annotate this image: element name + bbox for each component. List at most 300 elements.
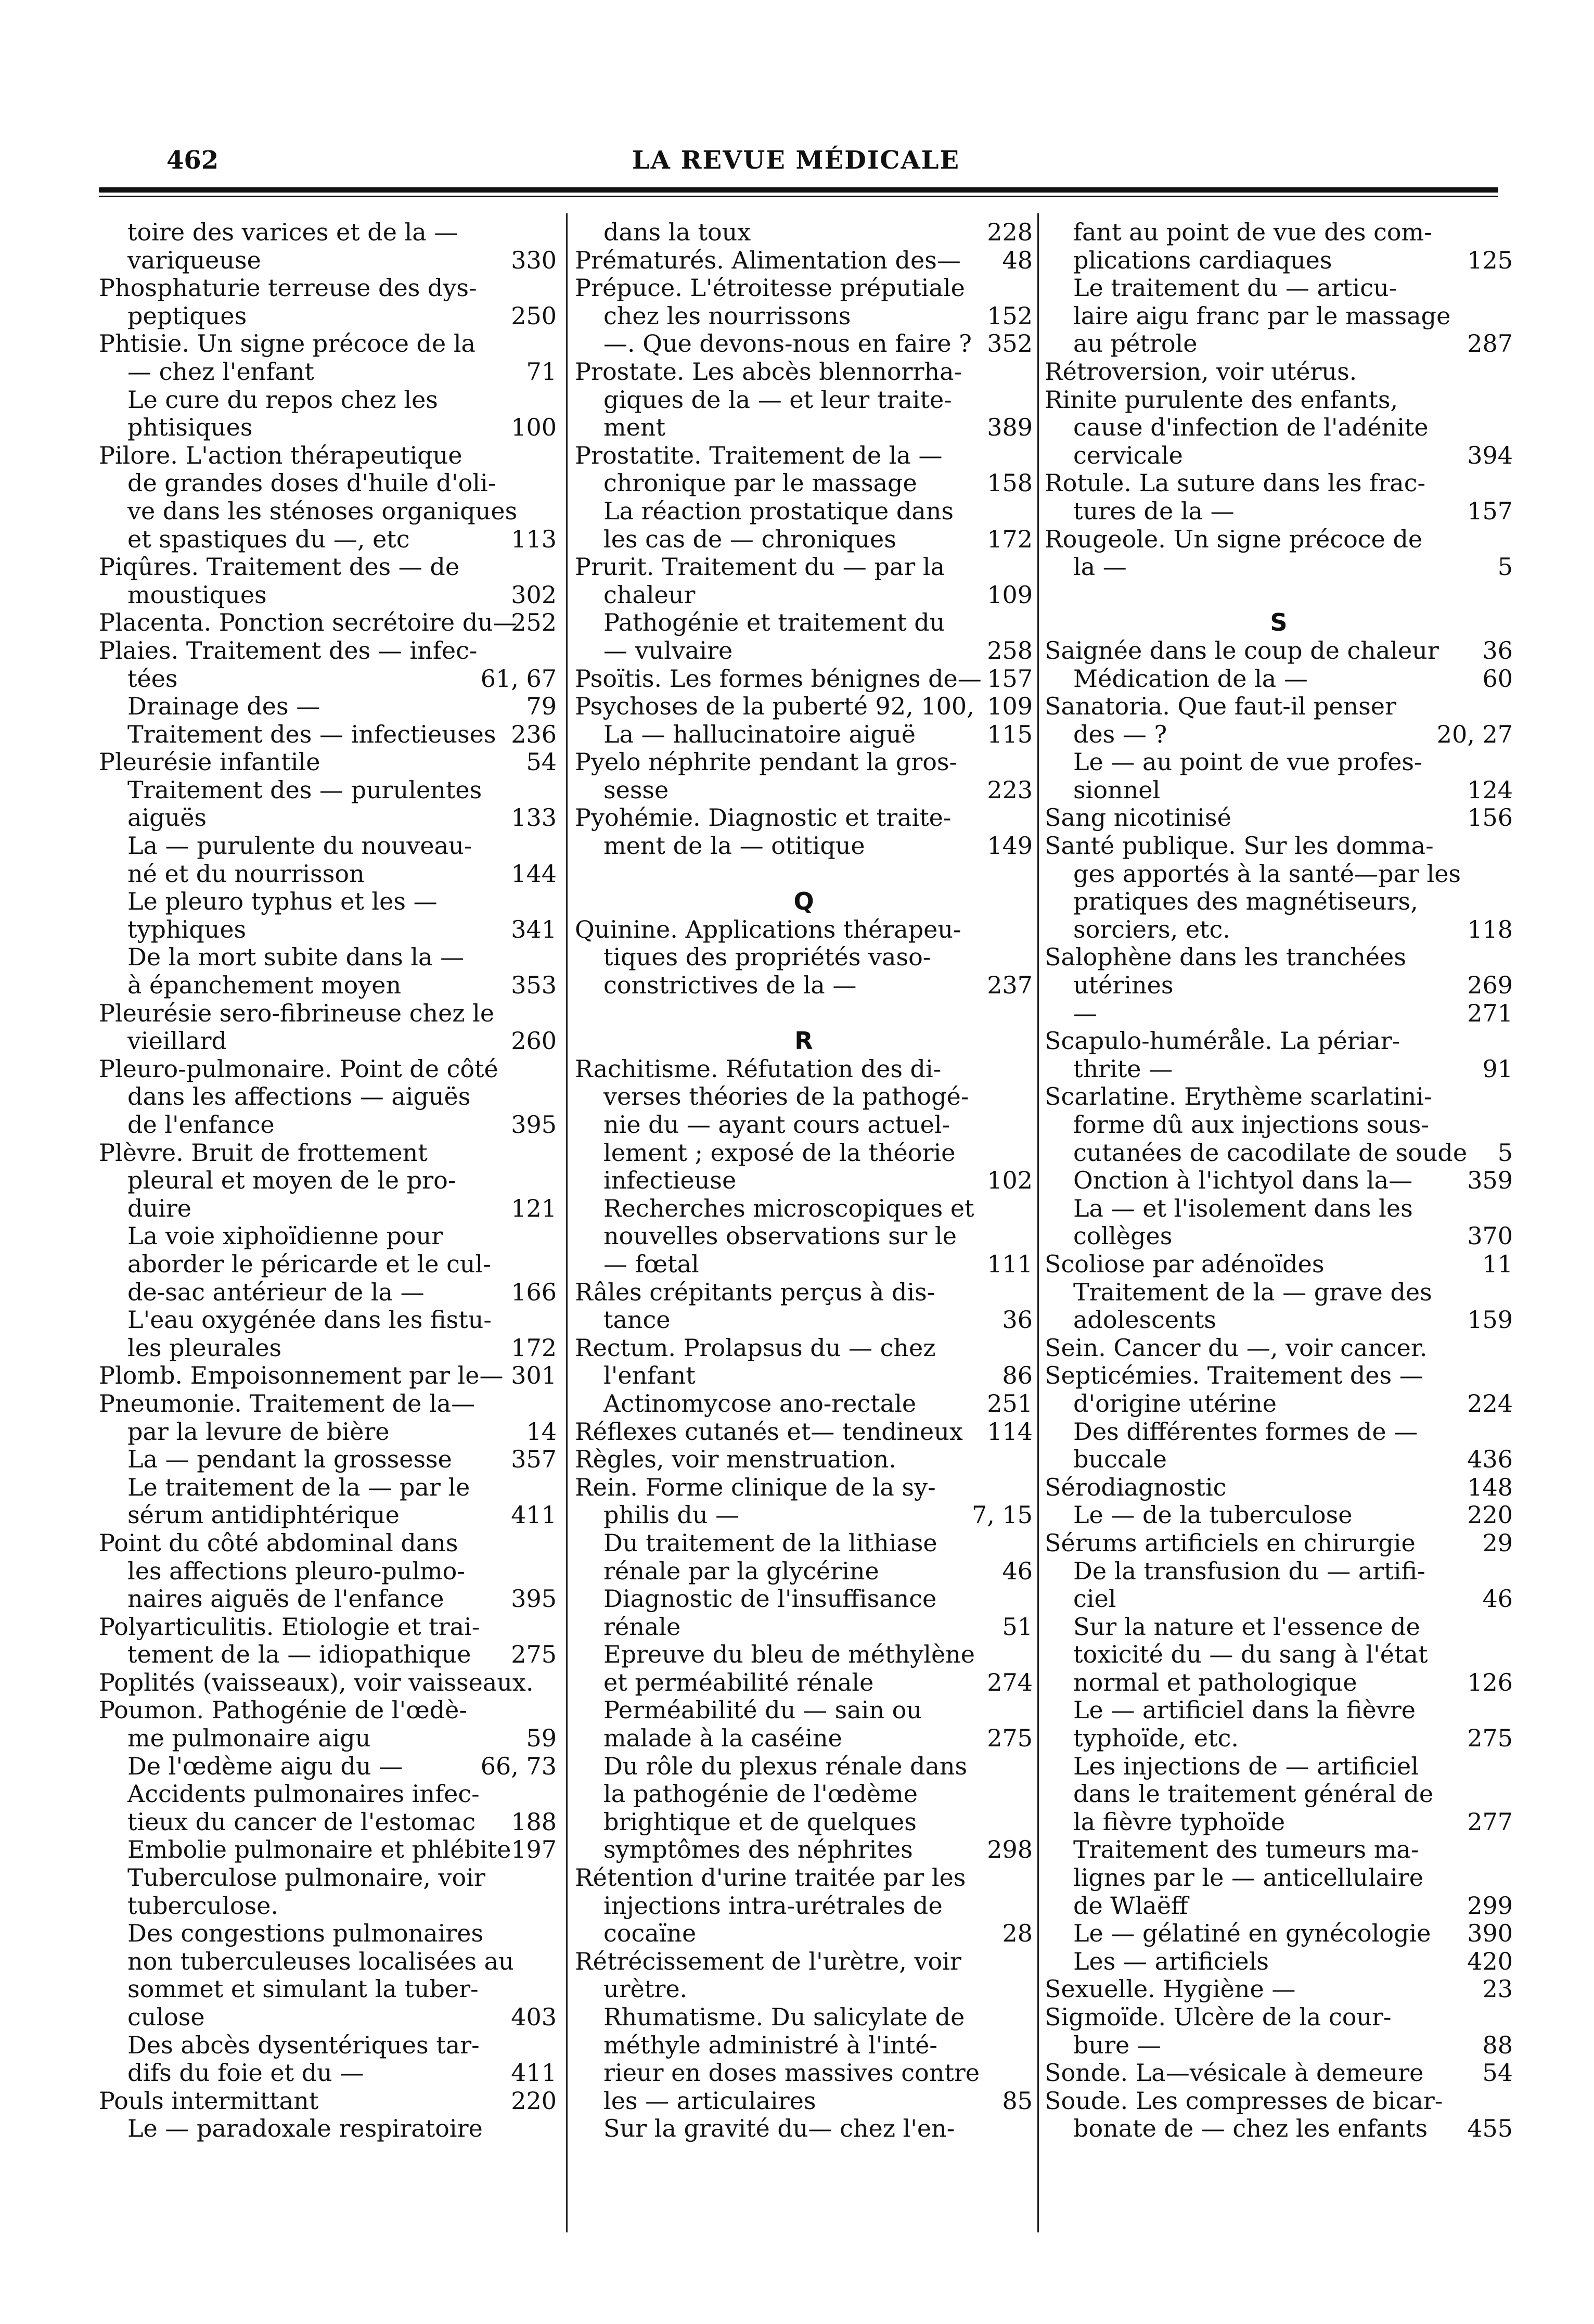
index-entry-line [575,1864,1033,1892]
entry-text: ciel [1073,1585,1116,1613]
index-entry-line [1045,1055,1513,1083]
entry-text: de l'enfance [127,1111,275,1139]
index-entry-line [575,1139,1033,1167]
entry-text: typhiques [127,915,247,943]
index-entry-line [1045,916,1513,944]
entry-text: chaleur [603,581,696,609]
entry-text: Drainage des — [127,693,320,721]
header-rule-thin [99,196,1498,197]
index-entry-line [1045,1306,1513,1334]
entry-text: Sein. Cancer du —, voir cancer. [1045,1334,1428,1362]
entry-text: rieur en doses massives contre [603,2059,980,2087]
index-entry-line [575,1306,1033,1334]
entry-text: Sérums artificiels en chirurgie [1045,1529,1416,1557]
index-entry-line [99,1139,557,1167]
page-reference: 352 [987,330,1033,358]
entry-text: laire aigu franc par le massage [1073,302,1451,330]
index-entry-line [99,1027,557,1055]
entry-text: non tuberculeuses localisées au [127,1947,514,1975]
index-entry-line [575,1055,1033,1083]
entry-text: me pulmonaire aigu [127,1725,371,1753]
entry-text: Sérodiagnostic [1045,1473,1227,1501]
index-entry-line [575,1641,1033,1669]
entry-text: difs du foie et du — [127,2059,364,2087]
entry-text: utérines [1073,972,1174,1000]
index-entry-line [99,748,557,776]
page-reference: 420 [1467,1947,1513,1975]
page-reference: 172 [511,1334,557,1362]
index-entry-line [99,274,557,302]
index-entry-line [99,330,557,358]
entry-text: Traitement des — purulentes [127,776,482,804]
index-entry-line [99,1222,557,1250]
entry-text: Rétention d'urine traitée par les [575,1864,966,1892]
entry-text: Les injections de — artificiel [1073,1752,1419,1780]
page-reference: 88 [1482,2031,1513,2059]
section-letter-text: S [1270,609,1288,637]
entry-text: dans le traitement général de [1073,1780,1434,1808]
index-entry-line [1045,1027,1513,1055]
column-divider [1037,213,1039,2232]
index-entry-line [575,1446,1033,1474]
entry-text: Des congestions pulmonaires [127,1920,484,1948]
page-reference: 298 [987,1836,1033,1864]
entry-text: Sur la gravité du— chez l'en- [603,2115,955,2143]
page-reference: 121 [511,1194,557,1222]
page-reference: 29 [1482,1529,1513,1557]
index-entry-line [99,358,557,386]
page-reference: 113 [511,525,557,553]
page-number: 462 [166,146,219,175]
index-entry-line [1045,776,1513,805]
page-reference: 287 [1467,330,1513,358]
index-entry-line [1045,1557,1513,1586]
page-reference: 109 [987,693,1033,721]
index-entry-line [99,1585,557,1613]
page-reference: 403 [511,2003,557,2031]
entry-text: à épanchement moyen [127,972,402,1000]
index-entry-line [99,916,557,944]
index-entry-line [575,1501,1033,1529]
index-entry-line [99,1864,557,1892]
index-entry-line [99,1836,557,1864]
page-reference: 48 [1002,246,1033,274]
index-entry-line [575,526,1033,554]
entry-text: aborder le péricarde et le cul- [127,1250,491,1278]
entry-text: Rétrécissement de l'urètre, voir [575,1947,961,1975]
entry-text: par la levure de bière [127,1418,390,1446]
index-entry-line [575,1975,1033,2003]
entry-text: Phosphaturie terreuse des dys- [99,274,477,302]
entry-text: La voie xiphoïdienne pour [127,1222,443,1250]
index-entry-line [1045,2032,1513,2060]
page-reference: 301 [511,1362,557,1390]
entry-text: Des différentes formes de — [1073,1418,1418,1446]
index-entry-line [575,1920,1033,1948]
index-entry-line [99,1529,557,1557]
entry-text: et spastiques du —, etc [127,525,410,553]
entry-text: typhoïde, etc. [1073,1725,1239,1753]
entry-text: Scarlatine. Erythème scarlatini- [1045,1083,1432,1111]
page-reference: 252 [511,609,557,637]
entry-text: né et du nourrisson [127,860,365,888]
page-reference: 390 [1467,1920,1513,1948]
index-entry-line [1045,888,1513,916]
entry-text: brightique et de quelques [603,1808,917,1836]
index-entry-line [1045,1948,1513,1976]
page-reference: 275 [511,1641,557,1669]
entry-text: lement ; exposé de la théorie [603,1139,956,1167]
entry-text: Réflexes cutanés et— tendineux [575,1418,963,1446]
index-entry-line [1045,1195,1513,1223]
entry-text: peptiques [127,302,247,330]
entry-text: tement de la — idiopathique [127,1641,471,1669]
entry-text: L'eau oxygénée dans les fistu- [127,1306,492,1334]
index-entry-line [99,2115,557,2143]
entry-text: les cas de — chroniques [603,525,896,553]
index-entry-line [99,1725,557,1753]
entry-text: La — hallucinatoire aiguë [603,720,916,748]
index-entry-line [575,469,1033,497]
index-entry-line [99,1250,557,1279]
entry-text: symptômes des néphrites [603,1836,913,1864]
page-reference: 157 [1467,497,1513,525]
index-entry-line [99,1780,557,1808]
index-entry-line [575,1753,1033,1781]
index-entry-line [575,414,1033,442]
index-entry-line [575,2003,1033,2032]
entry-text: cutanées de cacodilate de soude [1073,1139,1468,1167]
entry-text: duire [127,1194,191,1222]
index-entry-line [1045,469,1513,497]
entry-text: Scoliose par adénoïdes [1045,1250,1325,1278]
index-entry-line [99,1390,557,1418]
entry-text: tuberculose. [127,1892,279,1920]
entry-text: Rhumatisme. Du salicylate de [603,2003,965,2031]
entry-text: rénale [603,1613,681,1641]
entry-text: Prurit. Traitement du — par la [575,553,945,581]
index-entry-line [575,1808,1033,1836]
entry-text: pleural et moyen de le pro- [127,1167,456,1195]
index-entry-line [575,581,1033,609]
index-entry-line [99,469,557,497]
page-reference: 353 [511,972,557,1000]
page-reference: 115 [987,720,1033,748]
index-entry-line [1045,1920,1513,1948]
entry-text: adolescents [1073,1306,1216,1334]
index-entry-line [575,1334,1033,1362]
entry-text: — fœtal [603,1250,699,1278]
index-entry-line [1045,1725,1513,1753]
entry-text: méthyle administré à l'inté- [603,2031,937,2059]
page-reference: 220 [511,2087,557,2115]
entry-text: naires aiguës de l'enfance [127,1585,444,1613]
entry-text: Onction à l'ichtyol dans la— [1073,1167,1413,1195]
entry-text: Sang nicotinisé [1045,804,1231,832]
page-reference: 269 [1467,972,1513,1000]
index-entry-line [575,1167,1033,1195]
page-header [99,146,1493,177]
entry-text: malade à la caséine [603,1725,842,1753]
page-reference: 188 [511,1808,557,1836]
page-reference: 86 [1002,1362,1033,1390]
page-reference: 277 [1467,1808,1513,1836]
entry-text: les affections pleuro-pulmo- [127,1557,465,1585]
entry-text: Psoïtis. Les formes bénignes de— [575,665,982,693]
index-entry-line [99,1083,557,1111]
entry-text: Plèvre. Bruit de frottement [99,1139,428,1167]
entry-text: Prostate. Les abcès blennorrha- [575,357,962,386]
entry-text: La — purulente du nouveau- [127,832,472,860]
index-entry-line [1045,1864,1513,1892]
entry-text: tiques des propriétés vaso- [603,943,931,972]
entry-text: constrictives de la — [603,972,857,1000]
index-entry-line [1045,1669,1513,1697]
page-reference: 59 [526,1725,557,1753]
index-entry-line [99,2059,557,2087]
index-entry-line [1045,2087,1513,2115]
index-entry-line [99,1753,557,1781]
page-reference: 46 [1482,1585,1513,1613]
entry-text: variqueuse [127,246,261,274]
index-entry-line [1045,804,1513,832]
page-reference: 60 [1482,665,1513,693]
entry-text: Sigmoïde. Ulcère de la cour- [1045,2003,1392,2031]
entry-text: Le — artificiel dans la fièvre [1073,1696,1416,1725]
index-entry-line [1045,832,1513,860]
index-entry-line [1045,1362,1513,1390]
index-entry-line [575,972,1033,1000]
entry-text: Poplités (vaisseaux), voir vaisseaux. [99,1668,534,1696]
entry-text: — vulvaire [603,636,733,665]
entry-text: fant au point de vue des com- [1073,219,1432,246]
entry-text: culose [127,2003,205,2031]
entry-text: —. Que devons-nous en faire ? [603,330,972,358]
index-column-1 [99,219,557,2143]
entry-text: tures de la — [1073,497,1235,525]
page-reference: 85 [1002,2087,1033,2115]
index-entry-line [99,832,557,860]
entry-text: De la mort subite dans la — [127,943,465,972]
index-entry-line [575,1474,1033,1502]
index-entry-line [575,1195,1033,1223]
entry-text: l'enfant [603,1362,696,1390]
index-entry-line [1045,1780,1513,1808]
page-reference: 236 [511,720,557,748]
entry-text: la — [1073,553,1127,581]
index-entry-line [575,1279,1033,1307]
entry-text: Le — gélatiné en gynécologie [1073,1920,1431,1948]
page-reference: 394 [1467,441,1513,469]
index-entry-line [99,442,557,470]
entry-text: La — et l'isolement dans les [1073,1194,1413,1222]
entry-text: vieillard [127,1027,227,1055]
entry-text: Pilore. L'action thérapeutique [99,441,462,469]
page-reference: 156 [1467,804,1513,832]
index-entry-line [575,247,1033,275]
entry-text: verses théories de la pathogé- [603,1083,969,1111]
page-reference: 36 [1482,636,1513,665]
index-entry-line [1045,1167,1513,1195]
index-entry-line [1045,414,1513,442]
index-entry-line [99,1696,557,1725]
index-entry-line [99,302,557,330]
index-entry-line [99,860,557,888]
index-entry-line [1045,1585,1513,1613]
page-reference: 223 [987,776,1033,804]
entry-text: Le traitement du — articu- [1073,274,1397,302]
page-reference: 71 [526,357,557,386]
index-entry-line [99,2032,557,2060]
index-entry-line [1045,442,1513,470]
index-entry-line [99,1334,557,1362]
page-reference: 149 [987,832,1033,860]
page-reference: 395 [511,1111,557,1139]
entry-text: Poumon. Pathogénie de l'œdè- [99,1696,467,1725]
index-entry-line [99,526,557,554]
index-entry-line [1045,1111,1513,1139]
entry-text: Recherches microscopiques et [603,1194,974,1222]
page-reference: 36 [1002,1306,1033,1334]
index-entry-line [99,637,557,665]
entry-text: De l'œdème aigu du — [127,1752,403,1780]
page-reference: 148 [1467,1473,1513,1501]
index-entry-line [575,1418,1033,1446]
index-entry-line [1045,1808,1513,1836]
index-entry-line [575,274,1033,302]
entry-text: ges apportés à la santé—par les [1073,860,1461,888]
index-entry-line [99,665,557,693]
page-reference: 389 [987,414,1033,442]
index-entry-line [99,721,557,749]
index-entry-line [1045,748,1513,776]
index-entry-line [99,219,557,247]
index-entry-line [99,581,557,609]
entry-text: Médication de la — [1073,665,1308,693]
index-entry-line [575,748,1033,776]
index-entry-line [575,693,1033,721]
entry-text: bure — [1073,2031,1161,2059]
page-reference: 54 [526,748,557,776]
index-entry-line [575,804,1033,832]
page-reference: 125 [1467,246,1513,274]
entry-text: Règles, voir menstruation. [575,1446,896,1474]
index-entry-line [1045,274,1513,302]
section-letter [575,888,1033,916]
page-reference: 258 [987,636,1033,665]
entry-text: Plaies. Traitement des — infec- [99,636,478,665]
page-reference: 124 [1467,776,1513,804]
index-entry-line [99,1195,557,1223]
index-entry-line [575,1613,1033,1641]
index-entry-line [1045,1000,1513,1028]
index-entry-line [1045,1279,1513,1307]
entry-text: Perméabilité du — sain ou [603,1696,922,1725]
entry-text: Sur la nature et l'essence de [1073,1613,1420,1641]
section-letter-text: R [794,1027,813,1055]
entry-text: dans les affections — aiguës [127,1083,471,1111]
entry-text: Plomb. Empoisonnement par le— [99,1362,504,1390]
entry-text: Santé publique. Sur les domma- [1045,832,1434,860]
page-reference: 133 [511,804,557,832]
index-entry-line [1045,1474,1513,1502]
page-reference: 159 [1467,1306,1513,1334]
entry-text: — chez l'enfant [127,357,314,386]
index-entry-line [1045,2003,1513,2032]
entry-text: Soude. Les compresses de bicar- [1045,2087,1443,2115]
entry-text: sommet et simulant la tuber- [127,1975,479,2003]
entry-text: de-sac antérieur de la — [127,1278,425,1306]
entry-text: Des abcès dysentériques tar- [127,2031,480,2059]
index-entry-line [575,2059,1033,2087]
entry-text: ment de la — otitique [603,832,865,860]
entry-text: Pleurésie infantile [99,748,320,776]
page-reference: 172 [987,525,1033,553]
page-reference: 250 [511,302,557,330]
entry-text: giques de la — et leur traite- [603,386,952,414]
entry-text: bonate de — chez les enfants [1073,2115,1428,2143]
entry-text: — [1073,999,1097,1027]
index-entry-line [575,1362,1033,1390]
index-entry-line [1045,247,1513,275]
page-reference: 224 [1467,1389,1513,1418]
entry-text: toire des varices et de la — [127,219,458,246]
index-entry-line [99,1641,557,1669]
index-entry-line [1045,1250,1513,1279]
index-entry-line [1045,1390,1513,1418]
entry-text: sorciers, etc. [1073,915,1230,943]
entry-text: lignes par le — anticellulaire [1073,1864,1423,1892]
index-entry-line [1045,553,1513,581]
index-column-2 [575,219,1033,2143]
entry-text: chronique par le massage [603,469,917,497]
index-entry-line [575,637,1033,665]
entry-text: dans la toux [603,219,751,246]
index-entry-line [575,1222,1033,1250]
entry-text: Le — paradoxale respiratoire [127,2115,483,2143]
page-reference: 260 [511,1027,557,1055]
entry-text: nie du — ayant cours actuel- [603,1111,950,1139]
index-entry-line [575,2087,1033,2115]
entry-text: Le traitement de la — par le [127,1473,470,1501]
index-entry-line [99,888,557,916]
page-reference: 20, 27 [1436,720,1513,748]
entry-text: Rein. Forme clinique de la sy- [575,1473,936,1501]
entry-text: thrite — [1073,1055,1173,1083]
entry-text: La — pendant la grossesse [127,1446,452,1474]
index-entry-line [1045,637,1513,665]
index-entry-line [575,302,1033,330]
page-reference: 79 [526,693,557,721]
header-rule [99,187,1498,193]
entry-text: sionnel [1073,776,1161,804]
index-entry-line [575,1111,1033,1139]
page-reference: 111 [987,1250,1033,1278]
index-entry-line [575,1780,1033,1808]
index-entry-line [1045,665,1513,693]
index-entry-line [575,776,1033,805]
index-entry-line [99,2003,557,2032]
index-entry-line [575,358,1033,386]
entry-text: Point du côté abdominal dans [99,1529,458,1557]
page-reference: 14 [526,1418,557,1446]
index-entry-line [99,1948,557,1976]
index-entry-line [575,1083,1033,1111]
page-reference: 109 [987,581,1033,609]
index-entry-line [99,1111,557,1139]
index-entry-line [99,1557,557,1586]
page-reference: 197 [511,1836,557,1864]
